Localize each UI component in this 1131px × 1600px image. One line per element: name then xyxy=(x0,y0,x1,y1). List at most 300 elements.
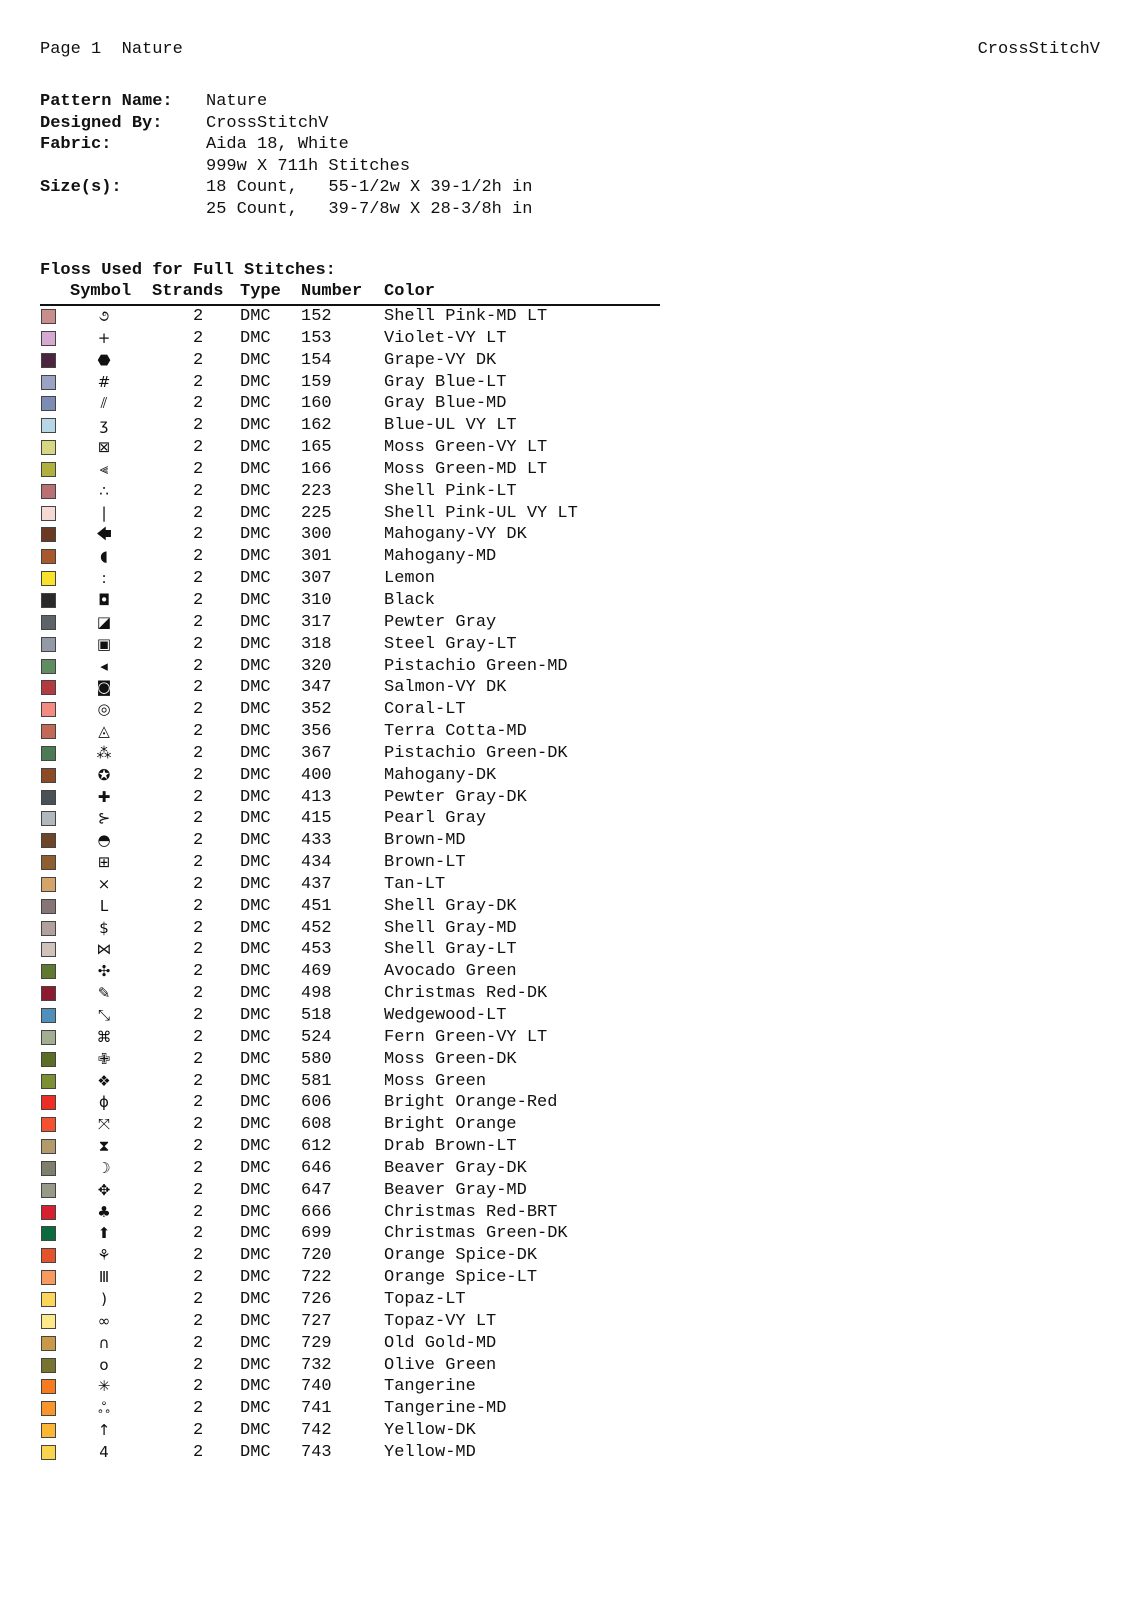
page-header-left: Page 1 Nature xyxy=(40,40,183,59)
floss-row xyxy=(40,1311,660,1333)
color-swatch xyxy=(41,702,56,717)
floss-color-name: Moss Green xyxy=(384,1071,487,1091)
floss-color-name: Mahogany-VY DK xyxy=(384,525,527,545)
floss-symbol: ✳ xyxy=(97,1377,111,1396)
floss-row xyxy=(40,677,660,699)
floss-number: 741 xyxy=(301,1399,332,1419)
color-swatch xyxy=(41,1226,56,1241)
floss-row xyxy=(40,393,660,415)
floss-strands: 2 xyxy=(193,962,204,982)
floss-type: DMC xyxy=(240,547,271,567)
color-swatch xyxy=(41,833,56,848)
pattern-info-label: Designed By: xyxy=(40,113,163,133)
floss-number: 320 xyxy=(301,656,332,676)
floss-strands: 2 xyxy=(193,1399,204,1419)
floss-symbol: ⊱ xyxy=(97,809,111,828)
floss-number: 307 xyxy=(301,569,332,589)
floss-row xyxy=(40,1376,660,1398)
header-strands: Strands xyxy=(152,282,224,301)
floss-strands: 2 xyxy=(193,328,204,348)
color-swatch xyxy=(41,484,56,499)
floss-color-name: Shell Pink-MD LT xyxy=(384,307,548,326)
page-header-right: CrossStitchV xyxy=(977,40,1100,59)
floss-symbol: ▣ xyxy=(96,634,112,653)
floss-number: 699 xyxy=(301,1224,332,1244)
floss-type: DMC xyxy=(240,569,271,589)
color-swatch xyxy=(41,768,56,783)
floss-row xyxy=(40,481,660,503)
floss-row xyxy=(40,1267,660,1289)
color-swatch xyxy=(41,877,56,892)
floss-strands: 2 xyxy=(193,525,204,545)
floss-color-name: Brown-MD xyxy=(384,831,466,851)
floss-type: DMC xyxy=(240,438,271,458)
floss-color-name: Tan-LT xyxy=(384,874,446,894)
floss-number: 154 xyxy=(301,350,332,370)
floss-color-name: Terra Cotta-MD xyxy=(384,722,527,742)
floss-row xyxy=(40,372,660,394)
floss-row xyxy=(40,918,660,940)
floss-symbol: ⚘ xyxy=(97,1246,111,1265)
floss-number: 740 xyxy=(301,1377,332,1397)
floss-color-name: Christmas Red-DK xyxy=(384,984,548,1004)
floss-type: DMC xyxy=(240,1071,271,1091)
floss-number: 722 xyxy=(301,1268,332,1288)
floss-color-name: Grape-VY DK xyxy=(384,350,497,370)
floss-row xyxy=(40,1420,660,1442)
floss-symbol: ◘ xyxy=(98,590,110,609)
floss-symbol: ∞ xyxy=(97,1311,111,1330)
floss-symbol: ☽ xyxy=(97,1158,111,1177)
floss-row xyxy=(40,721,660,743)
floss-number: 433 xyxy=(301,831,332,851)
floss-symbol: ⤡ xyxy=(97,1006,110,1024)
floss-number: 367 xyxy=(301,743,332,763)
floss-symbol: ɸ xyxy=(99,1093,109,1112)
floss-symbol: ⬆ xyxy=(97,1224,111,1243)
header-type: Type xyxy=(240,282,281,301)
floss-color-name: Drab Brown-LT xyxy=(384,1137,517,1157)
floss-number: 581 xyxy=(301,1071,332,1091)
color-swatch xyxy=(41,1117,56,1132)
floss-symbol: + xyxy=(97,328,111,347)
floss-type: DMC xyxy=(240,656,271,676)
floss-row xyxy=(40,1355,660,1377)
color-swatch xyxy=(41,1445,56,1460)
floss-row xyxy=(40,743,660,765)
color-swatch xyxy=(41,1095,56,1110)
floss-number: 518 xyxy=(301,1006,332,1025)
floss-number: 415 xyxy=(301,809,332,829)
floss-color-name: Fern Green-VY LT xyxy=(384,1027,548,1047)
floss-section-title: Floss Used for Full Stitches: xyxy=(40,261,336,280)
floss-symbol: $ xyxy=(99,918,109,937)
floss-symbol: # xyxy=(97,372,111,391)
floss-strands: 2 xyxy=(193,940,204,960)
pattern-info-row xyxy=(40,199,532,221)
color-swatch xyxy=(41,331,56,346)
floss-type: DMC xyxy=(240,1311,271,1331)
floss-symbol: ♣ xyxy=(97,1202,111,1221)
floss-type: DMC xyxy=(240,525,271,545)
floss-number: 166 xyxy=(301,459,332,479)
floss-symbol: 🡄 xyxy=(96,525,112,544)
floss-strands: 2 xyxy=(193,678,204,698)
floss-symbol: ⬣ xyxy=(97,350,111,369)
floss-strands: 2 xyxy=(193,569,204,589)
floss-color-name: Beaver Gray-DK xyxy=(384,1158,527,1178)
header-number: Number xyxy=(301,282,363,301)
floss-number: 347 xyxy=(301,678,332,698)
floss-row xyxy=(40,896,660,918)
floss-row xyxy=(40,1136,660,1158)
floss-type: DMC xyxy=(240,416,271,436)
floss-number: 356 xyxy=(301,722,332,742)
floss-color-name: Shell Gray-DK xyxy=(384,896,517,916)
floss-symbol: ◂ xyxy=(100,656,108,675)
floss-strands: 2 xyxy=(193,307,204,326)
floss-symbol: | xyxy=(101,503,107,522)
color-swatch xyxy=(41,1292,56,1307)
floss-strands: 2 xyxy=(193,1442,204,1462)
floss-row xyxy=(40,1289,660,1311)
floss-strands: 2 xyxy=(193,1180,204,1200)
floss-color-name: Pewter Gray xyxy=(384,612,497,632)
floss-strands: 2 xyxy=(193,612,204,632)
color-swatch xyxy=(41,1183,56,1198)
floss-number: 580 xyxy=(301,1049,332,1069)
floss-row xyxy=(40,1049,660,1071)
floss-color-name: Moss Green-MD LT xyxy=(384,459,548,479)
floss-color-name: Shell Pink-LT xyxy=(384,481,517,501)
color-swatch xyxy=(41,899,56,914)
floss-strands: 2 xyxy=(193,1268,204,1288)
floss-number: 720 xyxy=(301,1246,332,1266)
floss-number: 612 xyxy=(301,1137,332,1157)
color-swatch xyxy=(41,571,56,586)
floss-row xyxy=(40,830,660,852)
floss-symbol: ʒ xyxy=(99,416,109,435)
floss-type: DMC xyxy=(240,1049,271,1069)
floss-symbol: ✎ xyxy=(97,984,111,1003)
floss-strands: 2 xyxy=(193,656,204,676)
floss-symbol: ஃ xyxy=(98,1399,110,1418)
floss-symbol: ◪ xyxy=(96,612,112,631)
floss-row xyxy=(40,1223,660,1245)
pattern-info-label: Size(s): xyxy=(40,178,122,197)
floss-type: DMC xyxy=(240,984,271,1004)
floss-strands: 2 xyxy=(193,503,204,523)
floss-type: DMC xyxy=(240,1399,271,1419)
floss-color-name: Shell Pink-UL VY LT xyxy=(384,503,578,523)
color-swatch xyxy=(41,680,56,695)
floss-number: 162 xyxy=(301,416,332,436)
floss-number: 469 xyxy=(301,962,332,982)
floss-strands: 2 xyxy=(193,1049,204,1069)
floss-row xyxy=(40,568,660,590)
floss-strands: 2 xyxy=(193,350,204,370)
floss-type: DMC xyxy=(240,787,271,807)
floss-number: 666 xyxy=(301,1202,332,1222)
floss-table-header xyxy=(40,282,660,306)
floss-color-name: Tangerine-MD xyxy=(384,1399,507,1419)
floss-symbol: ⊞ xyxy=(97,853,111,872)
floss-type: DMC xyxy=(240,372,271,392)
floss-number: 301 xyxy=(301,547,332,567)
floss-type: DMC xyxy=(240,1421,271,1441)
floss-color-name: Topaz-VY LT xyxy=(384,1311,497,1331)
floss-row xyxy=(40,787,660,809)
color-swatch xyxy=(41,506,56,521)
floss-type: DMC xyxy=(240,481,271,501)
floss-symbol: L xyxy=(99,896,109,915)
floss-row xyxy=(40,1158,660,1180)
floss-number: 726 xyxy=(301,1289,332,1309)
floss-row xyxy=(40,415,660,437)
pattern-info-label xyxy=(40,156,206,178)
color-swatch xyxy=(41,1030,56,1045)
floss-row xyxy=(40,1005,660,1027)
floss-strands: 2 xyxy=(193,1158,204,1178)
floss-symbol: ⊠ xyxy=(97,438,111,457)
floss-strands: 2 xyxy=(193,1093,204,1113)
floss-strands: 2 xyxy=(193,481,204,501)
floss-number: 152 xyxy=(301,307,332,326)
floss-number: 608 xyxy=(301,1115,332,1135)
floss-color-name: Pewter Gray-DK xyxy=(384,787,527,807)
floss-number: 413 xyxy=(301,787,332,807)
floss-number: 524 xyxy=(301,1027,332,1047)
floss-color-name: Orange Spice-DK xyxy=(384,1246,538,1266)
floss-type: DMC xyxy=(240,1158,271,1178)
floss-color-name: Christmas Green-DK xyxy=(384,1224,568,1244)
floss-type: DMC xyxy=(240,962,271,982)
color-swatch xyxy=(41,1401,56,1416)
pattern-info-value: Nature xyxy=(206,92,268,111)
floss-number: 434 xyxy=(301,853,332,873)
floss-symbol: ❖ xyxy=(97,1071,111,1090)
floss-type: DMC xyxy=(240,350,271,370)
floss-row xyxy=(40,1092,660,1114)
floss-strands: 2 xyxy=(193,590,204,610)
color-swatch xyxy=(41,1270,56,1285)
color-swatch xyxy=(41,986,56,1001)
floss-symbol: ⫷ xyxy=(99,459,109,478)
floss-row xyxy=(40,328,660,350)
floss-strands: 2 xyxy=(193,1027,204,1047)
floss-row xyxy=(40,1333,660,1355)
floss-type: DMC xyxy=(240,831,271,851)
floss-row xyxy=(40,437,660,459)
floss-row xyxy=(40,1180,660,1202)
floss-symbol: ↑ xyxy=(97,1421,111,1440)
floss-row xyxy=(40,808,660,830)
floss-type: DMC xyxy=(240,765,271,785)
color-swatch xyxy=(41,1336,56,1351)
floss-number: 452 xyxy=(301,918,332,938)
floss-number: 223 xyxy=(301,481,332,501)
pattern-info-value: 999w X 711h Stitches xyxy=(206,156,411,176)
floss-strands: 2 xyxy=(193,874,204,894)
floss-rows xyxy=(40,306,660,1464)
floss-number: 498 xyxy=(301,984,332,1004)
floss-type: DMC xyxy=(240,328,271,348)
floss-number: 743 xyxy=(301,1442,332,1462)
floss-type: DMC xyxy=(240,853,271,873)
floss-row xyxy=(40,939,660,961)
color-swatch xyxy=(41,1161,56,1176)
color-swatch xyxy=(41,964,56,979)
floss-symbol: ⫽ xyxy=(100,394,108,413)
floss-type: DMC xyxy=(240,743,271,763)
floss-number: 647 xyxy=(301,1180,332,1200)
floss-row xyxy=(40,961,660,983)
floss-color-name: Christmas Red-BRT xyxy=(384,1202,558,1222)
floss-symbol: Ⅲ xyxy=(98,1268,110,1287)
floss-symbol: ◓ xyxy=(97,831,111,850)
floss-color-name: Shell Gray-MD xyxy=(384,918,517,938)
floss-type: DMC xyxy=(240,700,271,720)
color-swatch xyxy=(41,440,56,455)
floss-type: DMC xyxy=(240,940,271,960)
floss-strands: 2 xyxy=(193,831,204,851)
floss-color-name: Shell Gray-LT xyxy=(384,940,517,960)
floss-row xyxy=(40,459,660,481)
floss-strands: 2 xyxy=(193,1006,204,1025)
floss-color-name: Gray Blue-LT xyxy=(384,372,507,392)
color-swatch xyxy=(41,1423,56,1438)
floss-color-name: Topaz-LT xyxy=(384,1289,466,1309)
floss-strands: 2 xyxy=(193,743,204,763)
floss-symbol: ◎ xyxy=(97,700,111,719)
floss-row xyxy=(40,1245,660,1267)
floss-symbol: ૭ xyxy=(98,307,110,325)
floss-strands: 2 xyxy=(193,984,204,1004)
floss-row xyxy=(40,546,660,568)
floss-number: 437 xyxy=(301,874,332,894)
floss-strands: 2 xyxy=(193,1071,204,1091)
floss-color-name: Mahogany-DK xyxy=(384,765,497,785)
floss-number: 310 xyxy=(301,590,332,610)
floss-strands: 2 xyxy=(193,700,204,720)
color-swatch xyxy=(41,1379,56,1394)
floss-type: DMC xyxy=(240,1333,271,1353)
color-swatch xyxy=(41,593,56,608)
floss-number: 317 xyxy=(301,612,332,632)
floss-strands: 2 xyxy=(193,1137,204,1157)
floss-type: DMC xyxy=(240,678,271,698)
floss-number: 225 xyxy=(301,503,332,523)
floss-number: 742 xyxy=(301,1421,332,1441)
floss-strands: 2 xyxy=(193,853,204,873)
floss-symbol: ✥ xyxy=(97,1180,111,1199)
floss-symbol: ⁂ xyxy=(96,743,112,762)
floss-number: 165 xyxy=(301,438,332,458)
floss-number: 732 xyxy=(301,1355,332,1375)
floss-color-name: Bright Orange xyxy=(384,1115,517,1135)
floss-color-name: Steel Gray-LT xyxy=(384,634,517,654)
color-swatch xyxy=(41,396,56,411)
color-swatch xyxy=(41,353,56,368)
floss-type: DMC xyxy=(240,722,271,742)
floss-type: DMC xyxy=(240,307,271,326)
floss-color-name: Old Gold-MD xyxy=(384,1333,497,1353)
floss-symbol: ✙ xyxy=(97,1049,111,1068)
color-swatch xyxy=(41,942,56,957)
floss-color-name: Pistachio Green-MD xyxy=(384,656,568,676)
floss-row xyxy=(40,524,660,546)
floss-strands: 2 xyxy=(193,1115,204,1135)
floss-type: DMC xyxy=(240,1006,271,1025)
floss-symbol: 4 xyxy=(99,1442,109,1461)
floss-color-name: Gray Blue-MD xyxy=(384,394,507,414)
pattern-info-row xyxy=(40,156,532,178)
color-swatch xyxy=(41,1314,56,1329)
floss-symbol: ) xyxy=(101,1289,107,1308)
floss-strands: 2 xyxy=(193,896,204,916)
floss-row xyxy=(40,1027,660,1049)
floss-symbol: ◙ xyxy=(96,678,112,697)
floss-number: 160 xyxy=(301,394,332,414)
floss-number: 727 xyxy=(301,1311,332,1331)
floss-type: DMC xyxy=(240,1268,271,1288)
floss-type: DMC xyxy=(240,1224,271,1244)
floss-number: 352 xyxy=(301,700,332,720)
color-swatch xyxy=(41,1248,56,1263)
floss-strands: 2 xyxy=(193,1246,204,1266)
floss-symbol: ◖ xyxy=(100,547,108,566)
pattern-info-row xyxy=(40,113,532,135)
floss-strands: 2 xyxy=(193,918,204,938)
color-swatch xyxy=(41,724,56,739)
floss-number: 729 xyxy=(301,1333,332,1353)
floss-number: 451 xyxy=(301,896,332,916)
color-swatch xyxy=(41,637,56,652)
floss-color-name: Orange Spice-LT xyxy=(384,1268,538,1288)
floss-row xyxy=(40,656,660,678)
color-swatch xyxy=(41,659,56,674)
floss-row xyxy=(40,503,660,525)
floss-strands: 2 xyxy=(193,1333,204,1353)
floss-strands: 2 xyxy=(193,787,204,807)
floss-color-name: Yellow-DK xyxy=(384,1421,476,1441)
floss-symbol: ∩ xyxy=(98,1333,110,1352)
floss-strands: 2 xyxy=(193,547,204,567)
floss-color-name: Blue-UL VY LT xyxy=(384,416,517,436)
floss-type: DMC xyxy=(240,634,271,654)
floss-symbol: × xyxy=(97,874,111,893)
floss-row xyxy=(40,699,660,721)
floss-type: DMC xyxy=(240,612,271,632)
color-swatch xyxy=(41,1139,56,1154)
floss-type: DMC xyxy=(240,896,271,916)
color-swatch xyxy=(41,549,56,564)
color-swatch xyxy=(41,309,56,324)
floss-strands: 2 xyxy=(193,1224,204,1244)
floss-number: 159 xyxy=(301,372,332,392)
pattern-info-value: 18 Count, 55-1/2w X 39-1/2h in xyxy=(206,178,533,197)
floss-type: DMC xyxy=(240,1442,271,1462)
floss-number: 300 xyxy=(301,525,332,545)
floss-strands: 2 xyxy=(193,722,204,742)
floss-type: DMC xyxy=(240,809,271,829)
pattern-info-row xyxy=(40,177,532,199)
floss-row xyxy=(40,852,660,874)
floss-row xyxy=(40,350,660,372)
floss-symbol: : xyxy=(101,569,107,588)
floss-symbol: ∴ xyxy=(99,481,109,500)
floss-strands: 2 xyxy=(193,1355,204,1375)
